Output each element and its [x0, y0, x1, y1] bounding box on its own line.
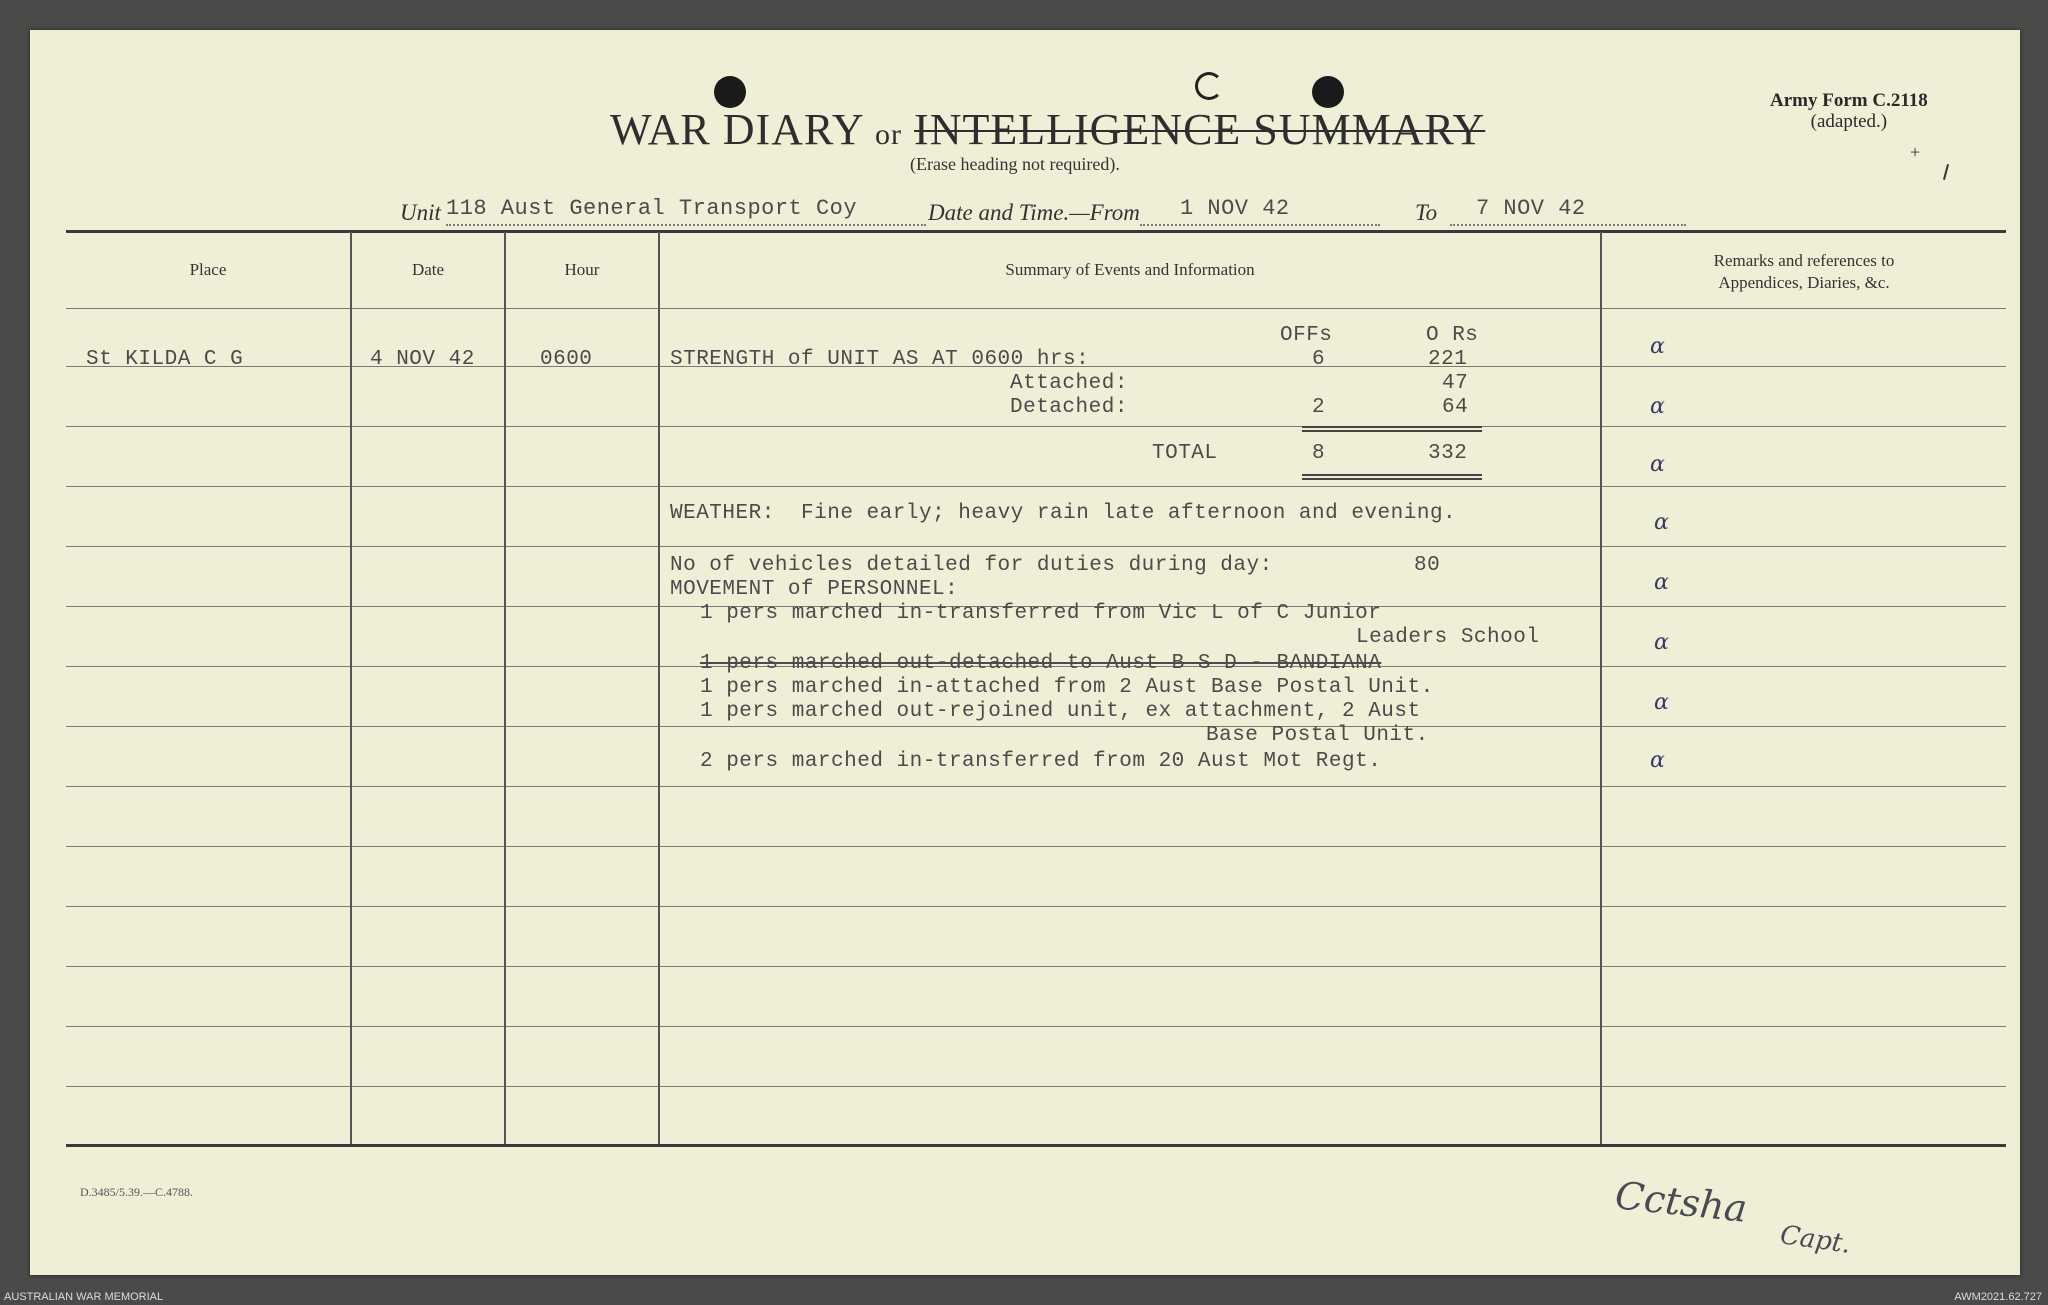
- to-dotted-line: [1450, 224, 1686, 226]
- strength-col-offs: OFFs: [1280, 324, 1333, 347]
- war-diary-page: [30, 30, 2020, 1275]
- column-divider: [1600, 232, 1602, 1144]
- table-bottom-rule: [66, 1144, 2006, 1147]
- column-header-date: Date: [411, 260, 445, 279]
- table-row-line: [66, 546, 2006, 547]
- attached-ors: 47: [1442, 372, 1469, 395]
- stray-mark: [1943, 164, 1949, 180]
- table-row-line: [66, 1086, 2006, 1087]
- remarks-initial: ɑ: [1650, 748, 1665, 773]
- to-date-value: 7 NOV 42: [1476, 196, 1586, 221]
- entry-date: 4 NOV 42: [370, 348, 475, 371]
- attached-label: Attached:: [1010, 372, 1128, 395]
- weather-line: WEATHER: Fine early; heavy rain late afternoon and evening.: [670, 502, 1457, 525]
- column-header-summary: Summary of Events and Information: [1005, 260, 1255, 279]
- total-rule-bottom-2: [1302, 478, 1482, 480]
- table-row-line: [66, 486, 2006, 487]
- partial-punch-hole: [1195, 72, 1223, 100]
- movement-line-1: 1 pers marched in-transferred from Vic L of C Junior: [700, 602, 1382, 625]
- detached-label: Detached:: [1010, 396, 1128, 419]
- table-row-line: [66, 786, 2006, 787]
- strength-heading-ors: 221: [1428, 348, 1468, 371]
- total-rule-top: [1302, 426, 1482, 428]
- erase-note: (Erase heading not required).: [910, 154, 1120, 174]
- movement-line-4: 1 pers marched out-rejoined unit, ex attachment, 2 Aust: [700, 700, 1421, 723]
- stray-mark: +: [1910, 142, 1921, 162]
- unit-label: Unit: [400, 200, 441, 225]
- remarks-initial: ɑ: [1654, 630, 1669, 655]
- title-or: or: [875, 118, 903, 151]
- strength-heading: STRENGTH of UNIT AS AT 0600 hrs:: [670, 348, 1090, 371]
- total-offs: 8: [1312, 442, 1326, 465]
- remarks-initial: ɑ: [1650, 394, 1665, 419]
- movement-line-2: 1 pers marched out-detached to Aust B S D - BANDIANA: [700, 652, 1382, 675]
- date-time-label: Date and Time.—From: [928, 200, 1140, 225]
- from-dotted-line: [1140, 224, 1380, 226]
- remarks-initial: ɑ: [1654, 510, 1669, 535]
- form-title: [610, 104, 1485, 155]
- vehicles-value: 80: [1414, 554, 1441, 577]
- remarks-initial: ɑ: [1650, 334, 1665, 359]
- header-rule: [66, 308, 2006, 309]
- column-divider: [504, 232, 506, 1144]
- remarks-initial: ɑ: [1654, 570, 1669, 595]
- strength-heading-offs: 6: [1312, 348, 1326, 371]
- unit-dotted-line: [446, 224, 926, 226]
- movement-line-3: 1 pers marched in-attached from 2 Aust Base Postal Unit.: [700, 676, 1434, 699]
- total-label: TOTAL: [1152, 442, 1218, 465]
- army-form-number: Army Form C.2118 (adapted.): [1770, 90, 1928, 132]
- total-rule-bottom: [1302, 474, 1482, 476]
- table-row-line: [66, 1026, 2006, 1027]
- total-rule-top-2: [1302, 430, 1482, 432]
- total-ors: 332: [1428, 442, 1468, 465]
- movement-line-5: 2 pers marched in-transferred from 20 Aust Mot Regt.: [700, 750, 1382, 773]
- table-row-line: [66, 846, 2006, 847]
- movement-heading: MOVEMENT of PERSONNEL:: [670, 578, 959, 601]
- movement-line-4b: Base Postal Unit.: [1206, 724, 1429, 747]
- column-header-hour: Hour: [564, 260, 600, 279]
- title-intelligence-summary-struck: INTELLIGENCE SUMMARY: [914, 105, 1486, 154]
- column-divider: [658, 232, 660, 1144]
- to-label-text: To: [1415, 200, 1438, 225]
- from-date-value: 1 NOV 42: [1180, 196, 1290, 221]
- detached-offs: 2: [1312, 396, 1326, 419]
- detached-ors: 64: [1442, 396, 1469, 419]
- table-row-line: [66, 726, 2006, 727]
- archive-caption-left: AUSTRALIAN WAR MEMORIAL: [4, 1291, 164, 1303]
- column-divider: [350, 232, 352, 1144]
- column-header-remarks: Remarks and references to Appendices, Diaries, &c.: [1713, 251, 1895, 292]
- unit-value: 118 Aust General Transport Coy: [446, 196, 858, 221]
- vehicles-text: No of vehicles detailed for duties during day:: [670, 554, 1273, 577]
- table-row-line: [66, 906, 2006, 907]
- entry-place: St KILDA C G: [86, 348, 244, 371]
- strength-col-ors: O Rs: [1426, 324, 1479, 347]
- signature-rank: Capt.: [1778, 1220, 1853, 1260]
- archive-caption-right: AWM2021.62.727: [1954, 1291, 2042, 1303]
- print-code: D.3485/5.39.—C.4788.: [80, 1185, 194, 1199]
- remarks-initial: ɑ: [1650, 452, 1665, 477]
- table-top-rule: [66, 230, 2006, 233]
- remarks-initial: ɑ: [1654, 690, 1669, 715]
- column-header-place: Place: [189, 260, 227, 279]
- entry-hour: 0600: [540, 348, 593, 371]
- movement-line-1b: Leaders School: [1356, 626, 1540, 649]
- table-row-line: [66, 426, 2006, 427]
- title-war-diary: WAR DIARY: [610, 105, 864, 154]
- signature: Cctsha: [1613, 1173, 1750, 1231]
- table-row-line: [66, 966, 2006, 967]
